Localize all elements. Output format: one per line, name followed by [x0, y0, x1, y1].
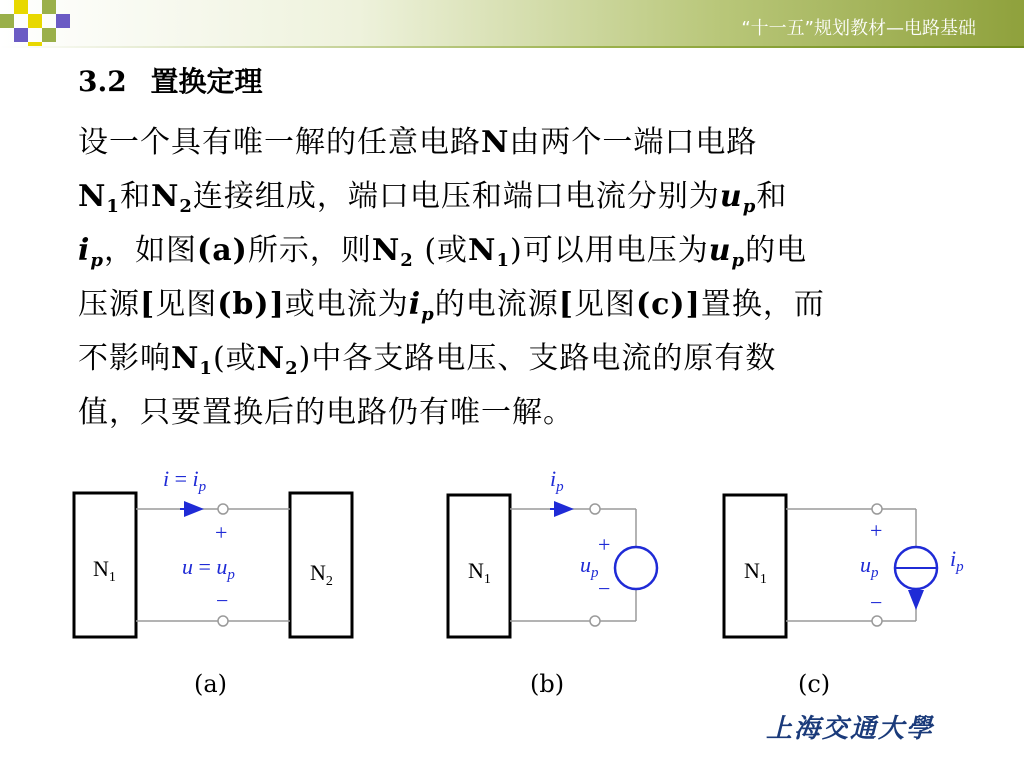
terminal-top-a	[218, 504, 228, 514]
n1-label-b: $N_1$	[468, 558, 491, 587]
plus-c: +	[870, 518, 883, 543]
voltage-label-c: $u_p$	[860, 552, 879, 581]
caption-b: (b)	[530, 670, 565, 698]
body-paragraph	[78, 116, 978, 440]
body-line-1: 设一个具有唯一解的任意电路N由两个一端口电路	[78, 125, 758, 160]
voltage-source-b	[615, 547, 657, 589]
school-logo: 上海交通大學	[765, 714, 934, 744]
circuit-b	[448, 466, 657, 637]
circuit-a	[74, 466, 352, 637]
body-line-2: $N_1$和$N_2$连接组成，端口电压和端口电流分别为$u_p$和	[78, 179, 788, 217]
caption-c: (c)	[798, 670, 831, 698]
minus-c: −	[870, 590, 883, 615]
n1-label-a: $N_1$	[93, 556, 116, 585]
terminal-bottom-b	[590, 616, 600, 626]
n1-label-c: $N_1$	[744, 558, 767, 587]
minus-b: −	[598, 576, 611, 601]
current-label-a: $i = i_p$	[163, 466, 207, 495]
header-bar	[0, 0, 1024, 48]
header-title: “十一五”规划教材—电路基础	[741, 18, 976, 39]
section-number: 3.2	[78, 65, 127, 98]
terminal-top-c	[872, 504, 882, 514]
circuit-c	[724, 495, 964, 637]
circuit-diagrams	[0, 450, 1024, 670]
minus-a: −	[216, 588, 229, 613]
body-line-3: $i_p$，如图(a)所示，则$N_2$ (或$N_1$)可以用电压为$u_p$的电	[78, 233, 808, 271]
voltage-label-b: $u_p$	[580, 552, 599, 581]
body-line-5: 不影响$N_1$(或$N_2$)中各支路电压、支路电流的原有数	[78, 341, 777, 379]
logo-squares	[0, 0, 80, 48]
terminal-top-b	[590, 504, 600, 514]
n2-label-a: $N_2$	[310, 560, 333, 589]
body-line-4: 压源[见图(b)]或电流为$i_p$的电流源[见图(c)]置换，而	[78, 287, 825, 325]
plus-a: +	[215, 520, 228, 545]
source-label-c: $i_p$	[950, 546, 964, 575]
current-label-b: $i_p$	[550, 466, 564, 495]
terminal-bottom-c	[872, 616, 882, 626]
caption-a: (a)	[194, 670, 228, 698]
voltage-label-a: $u = u_p$	[182, 554, 235, 583]
terminal-bottom-a	[218, 616, 228, 626]
body-line-6: 值，只要置换后的电路仍有唯一解。	[78, 395, 574, 430]
plus-b: +	[598, 532, 611, 557]
section-title: 置换定理	[150, 65, 263, 98]
section-heading	[78, 60, 262, 100]
